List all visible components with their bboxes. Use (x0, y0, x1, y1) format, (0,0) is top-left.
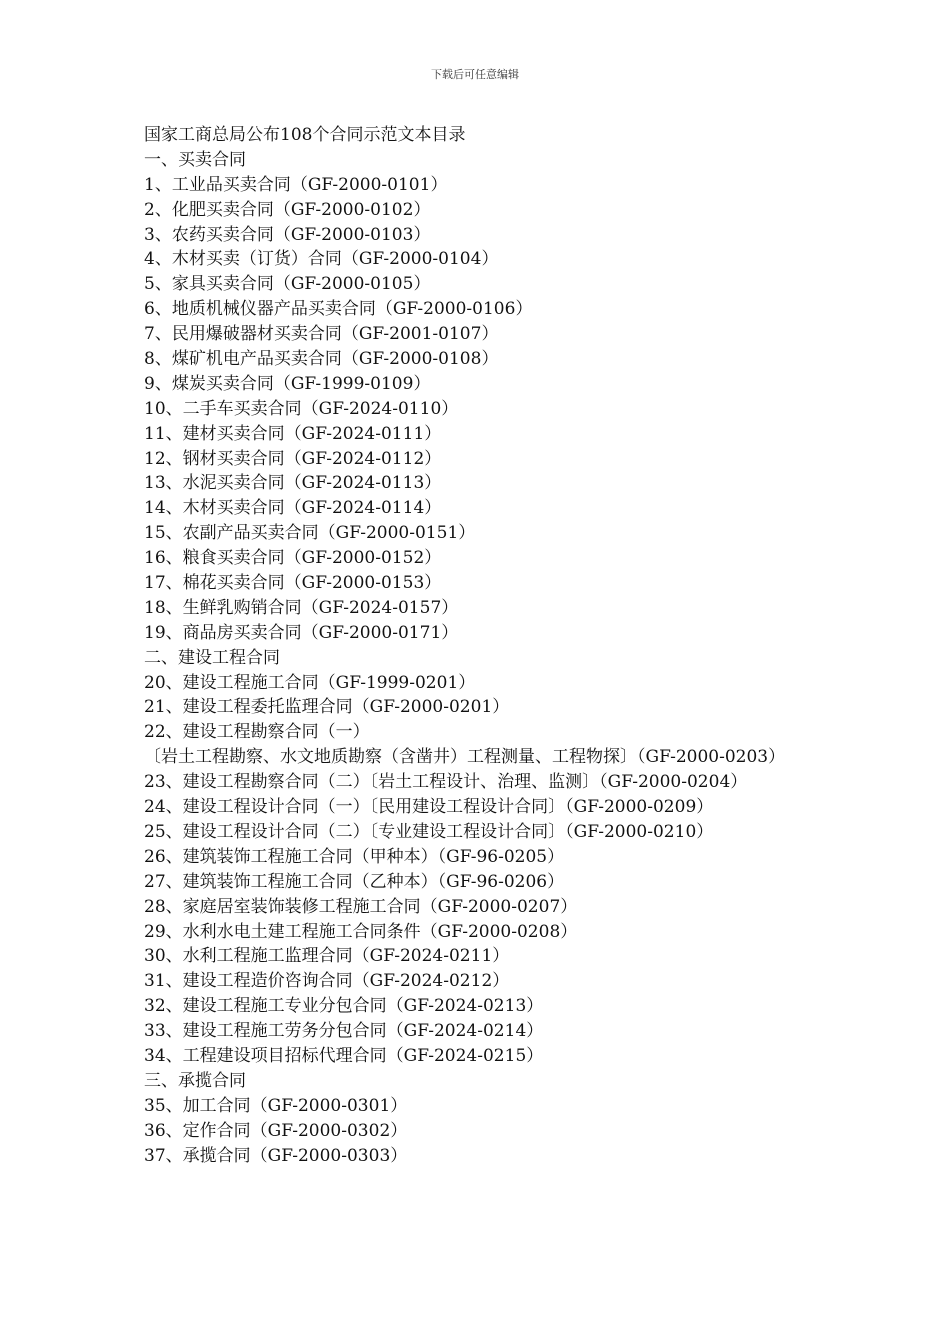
list-item: 9、煤炭买卖合同（GF-1999-0109） (144, 373, 431, 394)
list-item: 6、地质机械仪器产品买卖合同（GF-2000-0106） (144, 299, 533, 320)
list-item: 11、建材买卖合同（GF-2024-0111） (144, 423, 442, 444)
list-item: 10、二手车买卖合同（GF-2024-0110） (144, 398, 459, 419)
list-item: 4、木材买卖（订货）合同（GF-2000-0104） (144, 249, 499, 270)
document-title: 国家工商总局公布108个合同示范文本目录 (144, 125, 466, 145)
section-heading: 一、买卖合同 (144, 149, 246, 170)
list-item: 13、水泥买卖合同（GF-2024-0113） (144, 473, 442, 494)
list-item: 30、水利工程施工监理合同（GF-2024-0211） (144, 946, 510, 967)
list-item: 35、加工合同（GF-2000-0301） (144, 1095, 408, 1116)
document-body (144, 123, 808, 1168)
list-item: 1、工业品买卖合同（GF-2000-0101） (144, 174, 448, 195)
section-heading: 二、建设工程合同 (144, 647, 280, 668)
list-item: 7、民用爆破器材买卖合同（GF-2001-0107） (144, 324, 499, 345)
section-heading: 三、承揽合同 (144, 1070, 246, 1091)
list-item: 37、承揽合同（GF-2000-0303） (144, 1145, 408, 1166)
list-item: 34、工程建设项目招标代理合同（GF-2024-0215） (144, 1045, 544, 1066)
list-item: 8、煤矿机电产品买卖合同（GF-2000-0108） (144, 349, 499, 370)
list-item: 31、建设工程造价咨询合同（GF-2024-0212） (144, 971, 510, 992)
list-item: 29、水利水电土建工程施工合同条件（GF-2000-0208） (144, 921, 578, 942)
list-item: 18、生鲜乳购销合同（GF-2024-0157） (144, 597, 459, 618)
list-item: 14、木材买卖合同（GF-2024-0114） (144, 498, 442, 519)
list-item: 27、建筑装饰工程施工合同（乙种本）（GF-96-0206） (144, 871, 565, 892)
list-item: 28、家庭居室装饰装修工程施工合同（GF-2000-0207） (144, 896, 578, 917)
page-header: 下载后可任意编辑 (431, 68, 519, 81)
list-item: 36、定作合同（GF-2000-0302） (144, 1120, 408, 1141)
list-item: 2、化肥买卖合同（GF-2000-0102） (144, 199, 431, 220)
list-item: 33、建设工程施工劳务分包合同（GF-2024-0214） (144, 1021, 544, 1042)
list-item: 16、粮食买卖合同（GF-2000-0152） (144, 548, 442, 569)
list-item: 5、家具买卖合同（GF-2000-0105） (144, 274, 431, 295)
list-item: 12、钢材买卖合同（GF-2024-0112） (144, 448, 442, 469)
list-item: 〔岩土工程勘察、水文地质勘察（含凿井）工程测量、工程物探〕（GF-2000-0203） (144, 747, 786, 768)
list-item: 22、建设工程勘察合同（一） (144, 722, 370, 743)
list-item: 24、建设工程设计合同（一）〔民用建设工程设计合同〕（GF-2000-0209） (144, 797, 714, 818)
list-item: 21、建设工程委托监理合同（GF-2000-0201） (144, 697, 510, 718)
list-item: 20、建设工程施工合同（GF-1999-0201） (144, 672, 476, 693)
list-item: 25、建设工程设计合同（二）〔专业建设工程设计合同〕（GF-2000-0210） (144, 821, 714, 842)
list-item: 26、建筑装饰工程施工合同（甲种本）（GF-96-0205） (144, 846, 565, 867)
list-item: 23、建设工程勘察合同（二）〔岩土工程设计、治理、监测〕（GF-2000-0204） (144, 772, 748, 793)
list-item: 32、建设工程施工专业分包合同（GF-2024-0213） (144, 996, 544, 1017)
list-item: 3、农药买卖合同（GF-2000-0103） (144, 224, 431, 245)
list-item: 15、农副产品买卖合同（GF-2000-0151） (144, 523, 476, 544)
list-item: 19、商品房买卖合同（GF-2000-0171） (144, 622, 459, 643)
list-item: 17、棉花买卖合同（GF-2000-0153） (144, 573, 442, 594)
